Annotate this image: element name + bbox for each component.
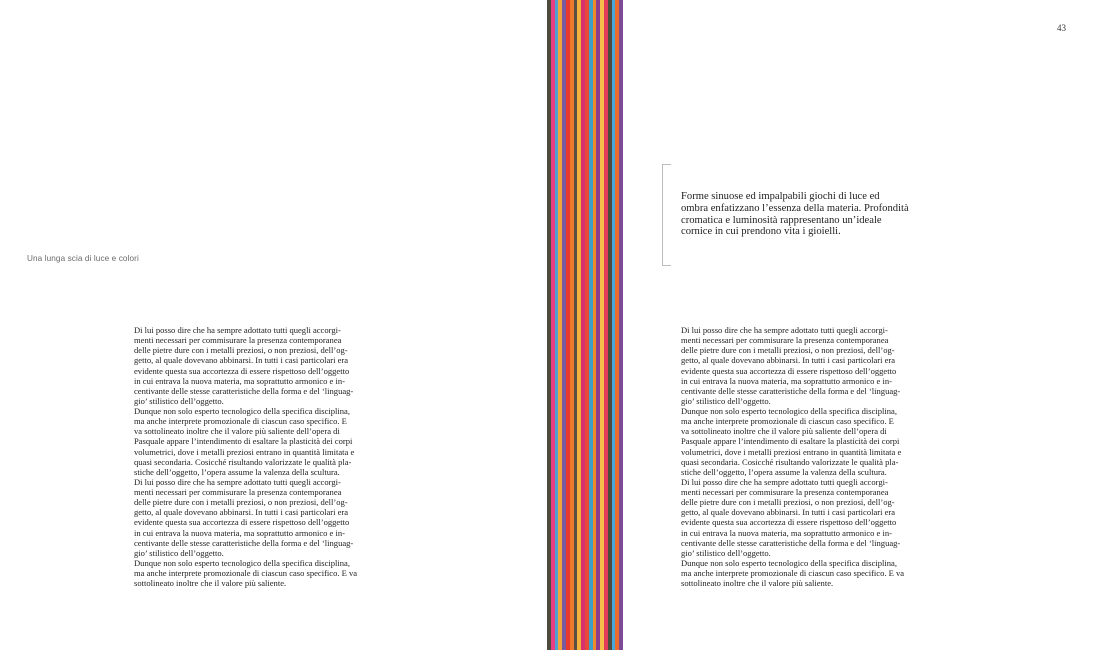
text-line: volumetrici, dove i metalli preziosi entrano in quantità limitata e: [681, 446, 902, 457]
text-line: ma anche interprete promozionale di ciascun caso specifico. E va: [681, 568, 905, 578]
text-line: gio’ stilistico dell’oggetto.: [134, 547, 224, 558]
text-line: Pasquale appare l’intendimento di esaltare la plasticità dei corpi: [134, 436, 353, 447]
text-line: gio’ stilistico dell’oggetto.: [681, 395, 771, 406]
text-line: evidente questa sua accortezza di essere rispettoso dell’oggetto: [681, 365, 897, 376]
section-label: Una lunga scia di luce e colori: [27, 254, 139, 263]
text-line: delle pietre dure con i metalli preziosi, o non preziosi, dell’og-: [134, 497, 348, 508]
body-text-right: [681, 325, 904, 588]
text-line: ma anche interprete promozionale di ciascun caso specifico. E va: [134, 568, 358, 578]
text-line: Di lui posso dire che ha sempre adottato tutti quegli accorgi-: [681, 325, 888, 335]
text-line: centivante delle stesse caratteristiche della forma e del ‘linguag-: [681, 385, 901, 396]
quote-bracket: [662, 164, 671, 266]
pull-quote: [662, 164, 952, 266]
text-line: Dunque non solo esperto tecnologico della specifica disciplina,: [681, 557, 897, 568]
text-line: sottolineato inoltre che il valore più saliente.: [134, 578, 287, 589]
text-line: Di lui posso dire che ha sempre adottato tutti quegli accorgi-: [134, 476, 341, 487]
text-line: menti necessari per commisurare la presenza contemporanea: [681, 487, 889, 497]
text-line: volumetrici, dove i metalli preziosi entrano in quantità limitata e: [134, 446, 355, 457]
text-line: cromatica e luminosità rappresentano un’ideale: [681, 214, 882, 226]
text-line: gio’ stilistico dell’oggetto.: [681, 547, 771, 558]
text-line: evidente questa sua accortezza di essere rispettoso dell’oggetto: [681, 517, 897, 528]
text-line: ombra enfatizzano l’essenza della materia. Profondità: [681, 202, 909, 214]
text-line: evidente questa sua accortezza di essere rispettoso dell’oggetto: [134, 365, 350, 376]
text-line: Dunque non solo esperto tecnologico della specifica disciplina,: [134, 557, 350, 568]
text-line: ma anche interprete promozionale di ciascun caso specifico. E: [134, 416, 347, 427]
text-line: getto, al quale dovevano abbinarsi. In tutti i casi particolari era: [134, 507, 349, 518]
text-line: in cui entrava la nuova materia, ma soprattutto armonico e in-: [134, 375, 345, 386]
text-line: Dunque non solo esperto tecnologico della specifica disciplina,: [134, 406, 350, 416]
text-line: Di lui posso dire che ha sempre adottato tutti quegli accorgi-: [134, 325, 341, 335]
text-line: stiche dell’oggetto, l’opera assume la valenza della scultura.: [134, 466, 340, 477]
text-line: delle pietre dure con i metalli preziosi, o non preziosi, dell’og-: [134, 345, 348, 356]
page-number: 43: [1057, 23, 1066, 33]
text-line: getto, al quale dovevano abbinarsi. In tutti i casi particolari era: [681, 355, 896, 366]
text-line: menti necessari per commisurare la presenza contemporanea: [134, 335, 342, 346]
text-line: stiche dell’oggetto, l’opera assume la valenza della scultura.: [681, 466, 887, 477]
text-line: quasi secondaria. Cosicché risultando valorizzate le qualità pla-: [681, 456, 899, 467]
text-line: Dunque non solo esperto tecnologico della specifica disciplina,: [681, 406, 897, 416]
text-line: va sottolineato inoltre che il valore più saliente dell’opera di: [681, 426, 887, 437]
text-line: in cui entrava la nuova materia, ma soprattutto armonico e in-: [134, 527, 345, 538]
text-line: sottolineato inoltre che il valore più saliente.: [681, 578, 834, 589]
color-stripes: [547, 0, 623, 650]
text-line: delle pietre dure con i metalli preziosi, o non preziosi, dell’og-: [681, 345, 895, 356]
text-line: Di lui posso dire che ha sempre adottato tutti quegli accorgi-: [681, 476, 888, 487]
text-line: cornice in cui prendono vita i gioielli.: [681, 226, 841, 238]
text-line: quasi secondaria. Cosicché risultando valorizzate le qualità pla-: [134, 456, 352, 467]
text-line: Forme sinuose ed impalpabili giochi di luce ed: [681, 191, 880, 202]
text-line: getto, al quale dovevano abbinarsi. In tutti i casi particolari era: [681, 507, 896, 518]
text-line: Pasquale appare l’intendimento di esaltare la plasticità dei corpi: [681, 436, 900, 447]
text-line: centivante delle stesse caratteristiche della forma e del ‘linguag-: [134, 385, 354, 396]
text-line: delle pietre dure con i metalli preziosi, o non preziosi, dell’og-: [681, 497, 895, 508]
text-line: ma anche interprete promozionale di ciascun caso specifico. E: [681, 416, 894, 427]
text-line: in cui entrava la nuova materia, ma soprattutto armonico e in-: [681, 527, 892, 538]
text-line: centivante delle stesse caratteristiche della forma e del ‘linguag-: [681, 537, 901, 548]
body-text-left: [134, 325, 357, 588]
text-line: in cui entrava la nuova materia, ma soprattutto armonico e in-: [681, 375, 892, 386]
text-line: menti necessari per commisurare la presenza contemporanea: [134, 487, 342, 497]
text-line: gio’ stilistico dell’oggetto.: [134, 395, 224, 406]
quote-text: [681, 191, 909, 238]
text-line: va sottolineato inoltre che il valore più saliente dell’opera di: [134, 426, 340, 437]
text-line: getto, al quale dovevano abbinarsi. In tutti i casi particolari era: [134, 355, 349, 366]
text-line: centivante delle stesse caratteristiche della forma e del ‘linguag-: [134, 537, 354, 548]
text-line: menti necessari per commisurare la presenza contemporanea: [681, 335, 889, 346]
text-line: evidente questa sua accortezza di essere rispettoso dell’oggetto: [134, 517, 350, 528]
